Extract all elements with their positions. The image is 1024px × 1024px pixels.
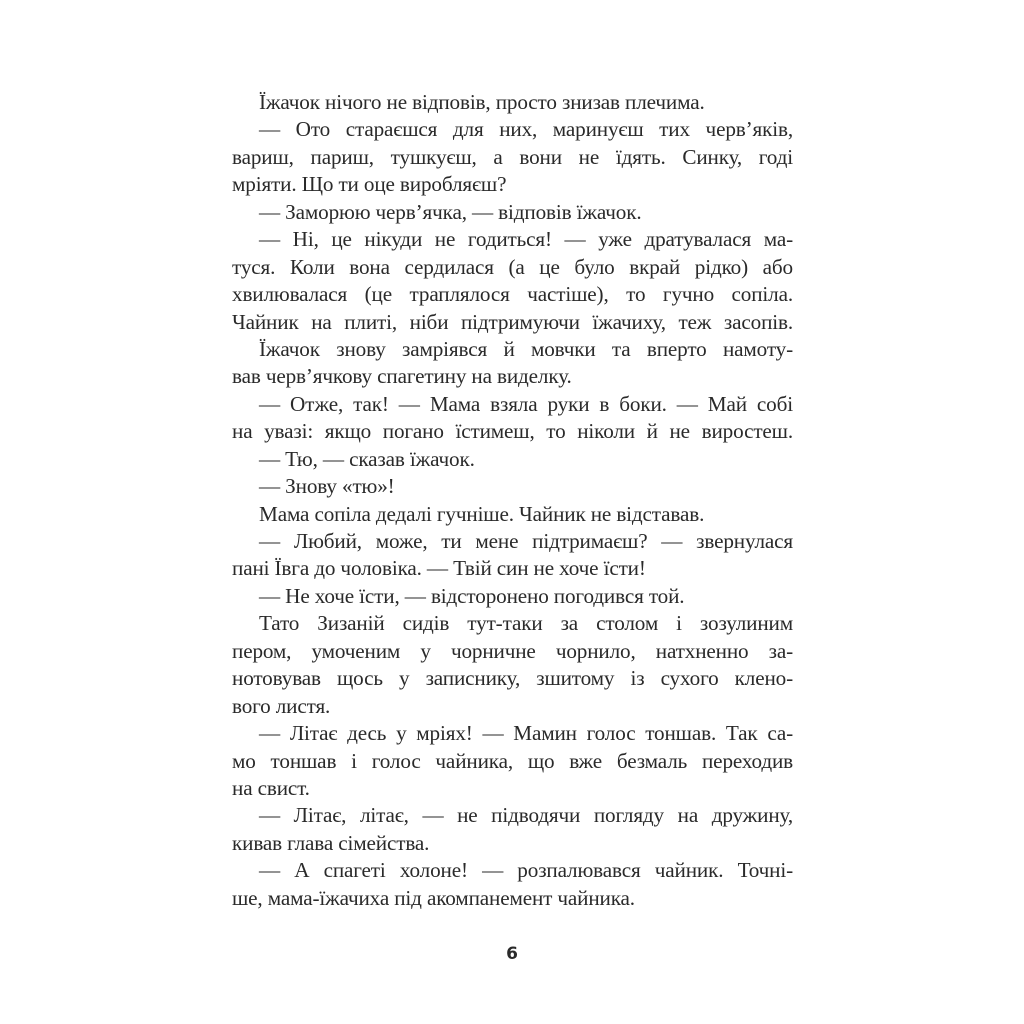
text-line: Їжачок нічого не відповів, просто знизав плечима. [259,90,705,114]
text-line: — Ні, це нікуди не годиться! — уже дратувалася ма- [259,227,793,252]
text-line: — А спагеті холоне! — розпалювався чайник. Точні- [259,858,793,883]
text-line: Їжачок знову замріявся й мовчки та вперто намоту- [259,336,793,361]
text-line: на свист. [232,775,310,800]
text-line: Мама сопіла дедалі гучніше. Чайник не відставав. [259,501,705,526]
text-line: — Знову «тю»! [259,474,395,499]
text-line: мріяти. Що ти оце виробляєш? [232,172,507,197]
text-line: туся. Коли вона сердилася (а це було вкрай рідко) або [232,254,793,279]
text-line: — Тю, — сказав їжачок. [259,446,475,471]
body-text [232,89,793,912]
text-line: — Заморюю черв’ячка, — відповів їжачок. [259,199,642,224]
text-line: — Літає, літає, — не підводячи погляду на дружину, [259,803,793,828]
text-line: — Не хоче їсти, — відсторонено погодився той. [259,583,685,608]
text-line: на увазі: якщо погано їстимеш, то ніколи й не виростеш. [232,419,793,444]
text-line: хвилювалася (це траплялося частіше), то гучно сопіла. [232,282,793,307]
text-line: — Отже, так! — Мама взяла руки в боки. — Май собі [259,391,793,416]
text-line: пером, умоченим у чорничне чорнило, натхненно за- [232,638,793,663]
text-line: вого листя. [232,693,331,718]
text-line: Тато Зизаній сидів тут-таки за столом і зозулиним [259,611,793,636]
page-number: 6 [506,944,518,964]
text-line: ше, мама-їжачиха під акомпанемент чайника. [232,885,635,910]
text-line: вав черв’ячкову спагетину на виделку. [232,364,572,389]
text-line: пані Ївга до чоловіка. — Твій син не хоче їсти! [232,556,646,581]
text-line: вариш, париш, тушкуєш, а вони не їдять. Синку, годі [232,144,793,169]
text-line: — Літає десь у мріях! — Мамин голос тоншав. Так са- [259,721,793,746]
text-line: — Любий, може, ти мене підтримаєш? — звернулася [259,529,793,553]
text-line: нотовував щось у записнику, зшитому із сухого клено- [232,666,793,691]
text-line: Чайник на плиті, ніби підтримуючи їжачиху, теж засопів. [232,309,793,334]
text-line: кивав глава сімейства. [232,830,430,855]
text-line: — Ото стараєшся для них, маринуєш тих черв’яків, [259,117,793,142]
text-line: мо тоншав і голос чайника, що вже безмаль переходив [232,748,793,773]
